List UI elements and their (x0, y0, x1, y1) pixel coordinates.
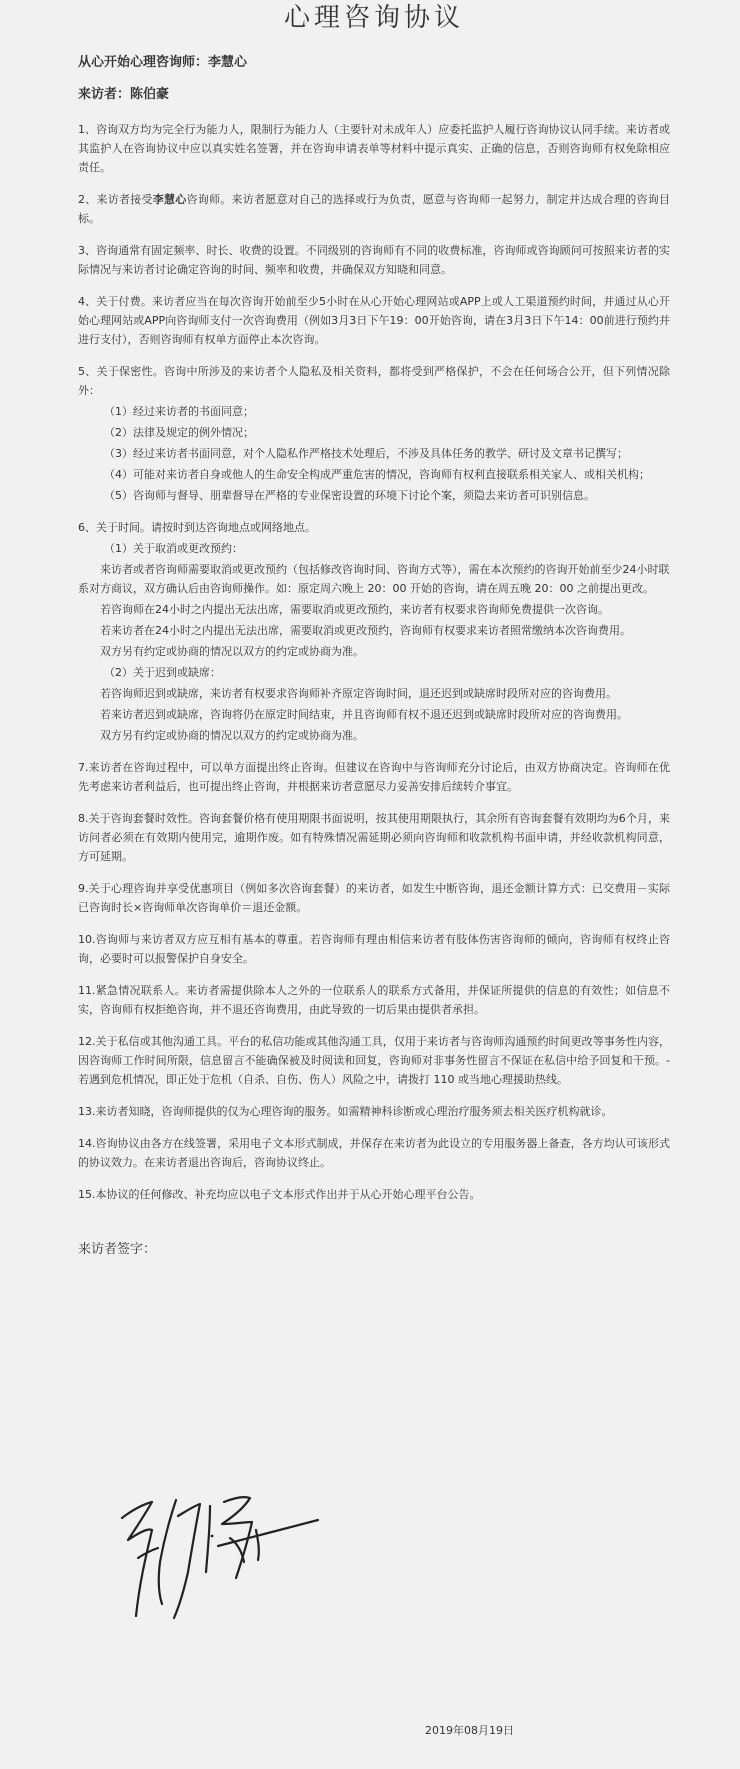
clause-9: 9.关于心理咨询并享受优惠项目（例如多次咨询套餐）的来访者，如发生中断咨询，退还金额计算方式：已交费用－实际已咨询时长×咨询师单次咨询单价＝退还金额。 (78, 882, 670, 914)
clause-3: 3、咨询通常有固定频率、时长、收费的设置。不同级别的咨询师有不同的收费标准，咨询师或咨询顾问可按照来访者的实际情况与来访者讨论确定咨询的时间、频率和收费，并确保双方知晓和同意。 (78, 244, 670, 276)
clause-14: 14.咨询协议由各方在线签署，采用电子文本形式制成，并保存在来访者为此设立的专用服务器上备查，各方均认可该形式的协议效力。在来访者退出咨询后，咨询协议终止。 (78, 1137, 670, 1169)
clause-13: 13.来访者知晓，咨询师提供的仅为心理咨询的服务。如需精神科诊断或心理治疗服务须去相关医疗机构就诊。 (78, 1105, 613, 1118)
clause-2-counselor-name: 李慧心 (152, 193, 187, 206)
clause-5-item: （4）可能对来访者自身或他人的生命安全构成严重危害的情况，咨询师有权利直接联系相关家人、或相关机构； (104, 468, 650, 481)
clause-1: 1、咨询双方均为完全行为能力人，限制行为能力人（主要针对未成年人）应委托监护人履行咨询协议认同手续。来访者或其监护人在咨询协议中应以真实姓名签署，并在咨询申请表单等材料中提示真实、正确的信息，否则咨询师有权免除相应责任。 (78, 123, 670, 174)
clause-10: 10.咨询师与来访者双方应互相有基本的尊重。若咨询师有理由相信来访者有肢体伤害咨询师的倾向，咨询师有权终止咨询，必要时可以报警保护自身安全。 (78, 933, 670, 965)
clause-6: 6、关于时间。请按时到达咨询地点或网络地点。 (78, 521, 316, 534)
clause-8: 8.关于咨询套餐时效性。咨询套餐价格有使用期限书面说明，按其使用期限执行，其余所有咨询套餐有效期均为6个月，来访问者必须在有效期内使用完，逾期作废。如有特殊情况需延期必须向咨询师和收款机构书面申请，并经收款机构同意，方可延期。 (78, 812, 670, 863)
clause-11: 11.紧急情况联系人。来访者需提供除本人之外的一位联系人的联系方式备用，并保证所提供的信息的有效性；如信息不实，咨询师有权拒绝咨询，并不退还咨询费用，由此导致的一切后果由提供者承担。 (78, 984, 670, 1016)
clause-15: 15.本协议的任何修改、补充均应以电子文本形式作出并于从心开始心理平台公告。 (78, 1188, 481, 1201)
visitor-line: 来访者：陈伯豪 (78, 87, 170, 102)
clause-6-1-paragraph: 来访者或者咨询师需要取消或更改预约（包括修改咨询时间、咨询方式等），需在本次预约的咨询开始前至少24小时联系对方商议，双方确认后由咨询师操作。如：原定周六晚上 20：00 开始的咨询，请在周五晚 20：00 之前提出更改。 (78, 563, 670, 595)
clause-6-1-item: 若咨询师在24小时之内提出无法出席，需要取消或更改预约，来访者有权要求咨询师免费提供一次咨询。 (100, 603, 609, 616)
clause-2-suffix: 咨询师。来访者愿意对自己的选择或行为负责，愿意与咨询师一起努力，制定并达成合理的咨询目标。 (78, 193, 670, 225)
clause-5-item: （3）经过来访者书面同意，对个人隐私作严格技术处理后，不涉及具体任务的教学、研讨及文章书记撰写； (104, 447, 628, 460)
clause-6-1-title: （1）关于取消或更改预约： (104, 542, 243, 555)
signing-date: 2019年08月19日 (425, 1724, 514, 1737)
clause-2-prefix: 2、来访者接受 (78, 193, 153, 206)
clause-2 (78, 190, 670, 228)
clause-6-1-item: 若来访者在24小时之内提出无法出席，需要取消或更改预约，咨询师有权要求来访者照常缴纳本次咨询费用。 (100, 624, 631, 637)
signature-label: 来访者签字： (78, 1242, 157, 1257)
clause-6-2-item: 若咨询师迟到或缺席，来访者有权要求咨询师补齐原定咨询时间，退还迟到或缺席时段所对应的咨询费用。 (100, 687, 617, 700)
clause-5-item: （5）咨询师与督导、朋辈督导在严格的专业保密设置的环境下讨论个案，须隐去来访者可识别信息。 (104, 489, 595, 502)
clause-6-2-item: 双方另有约定或协商的情况以双方的约定或协商为准。 (100, 729, 364, 742)
clause-12: 12.关于私信或其他沟通工具。平台的私信功能或其他沟通工具，仅用于来访者与咨询师沟通预约时间更改等事务性内容，因咨询师工作时间所限，信息留言不能确保被及时阅读和回复，咨询师对非事务性留言不保证在私信中给予回复和干预。- 若遇到危机情况，即正处于危机（自杀、自伤、伤人）风险之中，请拨打 110 或当地心理援助热线。 (78, 1035, 670, 1086)
clause-5: 5、关于保密性。咨询中所涉及的来访者个人隐私及相关资料，都将受到严格保护，不会在任何场合公开，但下列情况除外： (78, 365, 670, 397)
page-title: 心理咨询协议 (283, 3, 464, 33)
clause-5-item: （1）经过来访者的书面同意； (104, 405, 254, 418)
clause-6-2-item: 若来访者迟到或缺席，咨询将仍在原定时间结束，并且咨询师有权不退还迟到或缺席时段所对应的咨询费用。 (100, 708, 628, 721)
clause-4: 4、关于付费。来访者应当在每次咨询开始前至少5小时在从心开始心理网站或APP上或人工渠道预约时间，并通过从心开始心理网站或APP向咨询师支付一次咨询费用（例如3月3日下午19：00开始咨询，请在3月3日下午14：00前进行预约并进行支付），否则咨询师有权单方面停止本次咨询。 (78, 295, 670, 346)
handwritten-signature (118, 1488, 338, 1628)
clause-6-1-item: 双方另有约定或协商的情况以双方的约定或协商为准。 (100, 645, 364, 658)
clause-5-item: （2）法律及规定的例外情况； (104, 426, 254, 439)
clause-6-2-title: （2）关于迟到或缺席： (104, 666, 221, 679)
clause-7: 7.来访者在咨询过程中，可以单方面提出终止咨询。但建议在咨询中与咨询师充分讨论后，由双方协商决定。咨询师在优先考虑来访者利益后，也可提出终止咨询，并根据来访者意愿尽力妥善安排后续转介事宜。 (78, 761, 670, 793)
counselor-line: 从心开始心理咨询师：李慧心 (78, 55, 248, 70)
